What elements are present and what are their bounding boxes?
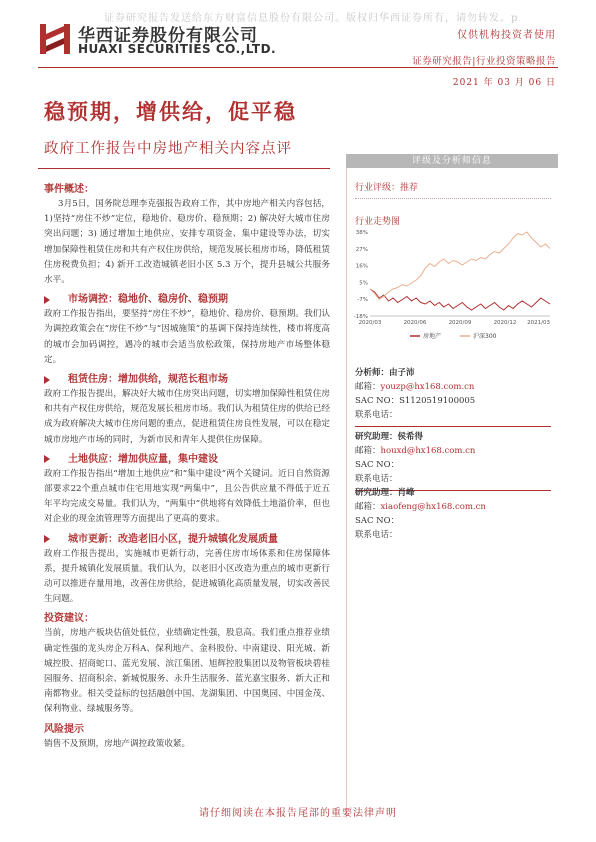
rating-value: 推荐: [400, 183, 419, 193]
footer-disclaimer: 请仔细阅读在本报告尾部的重要法律声明: [199, 808, 397, 819]
section-land-title: 土地供应：增加供应量，集中建设: [68, 453, 218, 465]
sidebar-divider: [346, 168, 347, 818]
analyst-phone: 联系电话：: [355, 530, 398, 540]
y-tick-label: 38%: [355, 230, 368, 236]
triangle-bullet-icon: [44, 455, 50, 463]
section-land-heading: [44, 452, 330, 467]
invest-heading: 投资建议：: [44, 613, 94, 625]
analyst-sac: SAC NO：: [355, 460, 400, 470]
analyst-email[interactable]: youzp@hx168.com.cn: [380, 382, 475, 392]
use-note: 仅供机构投资者使用: [457, 30, 556, 41]
analyst-email[interactable]: houxd@hx168.com.cn: [380, 446, 476, 456]
industry-rating: [355, 180, 418, 193]
x-tick-label: 2020/12: [493, 320, 517, 326]
rating-label: 行业评级：: [355, 183, 401, 193]
y-tick-label: -18%: [353, 314, 368, 320]
section-rental-text: 政府工作报告提出，解决好大城市住房突出问题，切实增加保障性租赁住房和共有产权住房供给，规范发展长租房市场。我们认为租赁住房的供给已经成为政府解决大城市住房问题的重点，促进租赁住房良性发展，可以在稳定城市房地产市场的同时，为新市民和青年人提供住房保障。: [44, 389, 330, 445]
section-land-text: 政府工作报告指出“增加土地供应”和“集中建设”两个关键词。近日自然资源部要求22个重点城市住宅用地实现“两集中”，且公告供应量不得低于近五年平均完成交易量。我们认为，“两集中”供地将有效降低土地溢价率，但也对企业的现金流管理等方面提出了更高的要求。: [44, 468, 330, 525]
series-line-0: [370, 289, 550, 310]
risk-text: 销售不及预期，房地产调控政策收紧。: [44, 738, 191, 749]
trend-chart: [350, 226, 558, 344]
x-tick-label: 2021/03: [527, 320, 550, 326]
section-market-title: 市场调控：稳地价、稳房价、稳预期: [68, 294, 228, 306]
analyst-email[interactable]: xiaofeng@hx168.com.cn: [380, 502, 486, 512]
x-tick-label: 2020/06: [403, 320, 427, 326]
y-tick-label: 16%: [355, 263, 368, 270]
analyst-email-row: 邮箱：xiaofeng@hx168.com.cn: [355, 502, 486, 512]
report-title: 稳预期，增供给，促平稳: [44, 99, 297, 124]
brand-name-cn: 华西证券股份有限公司: [78, 26, 258, 46]
triangle-bullet-icon: [44, 296, 50, 304]
triangle-bullet-icon: [44, 535, 50, 543]
company-logo-icon: [38, 22, 72, 56]
analyst-email-row: 邮箱：youzp@hx168.com.cn: [355, 382, 475, 392]
risk-heading: 风险提示: [44, 723, 84, 735]
section-market-text: 政府工作报告指出，要坚持“房住不炒”，稳地价、稳房价、稳预期。我们认为调控政策会在“房住不炒”与“因城施策”的基调下保持连续性，楼市将度高的城市会加码调控，遇冷的城市会适当放松政策，保持房地产市场整体稳定。: [44, 309, 330, 365]
analyst-card-2: [355, 430, 551, 491]
report-date: 2021 年 03 月 06 日: [452, 78, 556, 88]
x-tick-label: 2020/03: [358, 320, 382, 326]
analyst-name: 研究助理：肖峰: [355, 488, 415, 498]
report-category: 证券研究报告|行业投资策略报告: [412, 56, 556, 67]
y-tick-label: -7%: [357, 297, 368, 304]
invest-text: 当前，房地产板块估值处低位，业绩确定性强，股息高。我们重点推荐业绩确定性强的龙头房企万科A、保利地产、金科股份、中南建设、阳光城、新城控股、招商蛇口、蓝光发展、滨江集团、旭辉控股集团以及物管板块碧桂园服务、招商积余、新城悦服务、永升生活服务、蓝光嘉宝服务、新大正和南都物业。相关受益标的包括融创中国、龙湖集团、中国奥园、中国金茂、保利物业、绿城服务等。: [44, 628, 330, 715]
analyst-name: 研究助理：侯希得: [355, 432, 424, 442]
watermark: 证券研究报告发送给东方财富信息股份有限公司。版权归华西证券所有，请勿转发。p: [104, 13, 519, 24]
section-rental-title: 租赁住房：增加供给，规范长租市场: [68, 374, 228, 386]
subtitle-rule: [38, 168, 330, 169]
section-rental-heading: [44, 372, 330, 387]
trend-chart-title: 行业走势图: [355, 217, 401, 227]
section-market-heading: [44, 292, 330, 307]
legend-label-0: 房地产: [423, 333, 442, 340]
analyst-card-1: [355, 366, 551, 427]
x-tick-label: 2020/09: [448, 320, 472, 326]
event-heading: 事件概述：: [44, 184, 94, 195]
section-urban-text: 政府工作报告提出，实施城市更新行动，完善住房市场体系和住房保障体系，提升城镇化发展质量。我们认为，以老旧小区改造为重点的城市更新行动可以推进存量用地，改善住房供给，促进城镇化高质量发展，切实改善民生问题。: [44, 548, 330, 605]
section-urban-title: 城市更新：改造老旧小区，提升城镇化发展质量: [68, 533, 278, 545]
analyst-phone: 联系电话：: [355, 474, 398, 484]
event-text: 3月5日，国务院总理李克强报告政府工作，其中房地产相关内容包括，1)坚持“房住不炒”定位，稳地价、稳房价、稳预期；2) 解决好大城市住房突出问题；3) 通过增加土地供应、安排专项资金、集中建设等办法，切实增加保障性租赁住房和共有产权住房供给，规范发展长租房市场，降低租赁住房税费负担；4) 新开工改造城镇老旧小区 5.3 万个，提升县城公共服务水平。: [44, 199, 330, 286]
series-line-1: [370, 232, 550, 300]
y-tick-label: 27%: [355, 246, 368, 253]
rating-divider: [355, 198, 551, 199]
legend-label-1: 沪深300: [473, 333, 497, 340]
analyst-separator: [355, 426, 551, 427]
report-subtitle: 政府工作报告中房地产相关内容点评: [44, 141, 292, 157]
y-tick-label: 5%: [359, 280, 368, 287]
brand-name-en: HUAXI SECURITIES CO.,LTD.: [78, 42, 277, 56]
analyst-sac: SAC NO：S1120519100005: [355, 396, 476, 406]
header-rule: [38, 67, 558, 68]
analyst-email-row: 邮箱：houxd@hx168.com.cn: [355, 446, 476, 456]
main-content: [44, 178, 330, 752]
sidebar-header: 评级及分析师信息: [411, 156, 492, 166]
analyst-name: 分析师：由子沛: [355, 368, 415, 378]
triangle-bullet-icon: [44, 376, 50, 384]
section-urban-heading: [44, 532, 330, 547]
analyst-card-3: [355, 486, 551, 542]
analyst-phone: 联系电话：: [355, 410, 398, 420]
analyst-sac: SAC NO：: [355, 516, 400, 526]
